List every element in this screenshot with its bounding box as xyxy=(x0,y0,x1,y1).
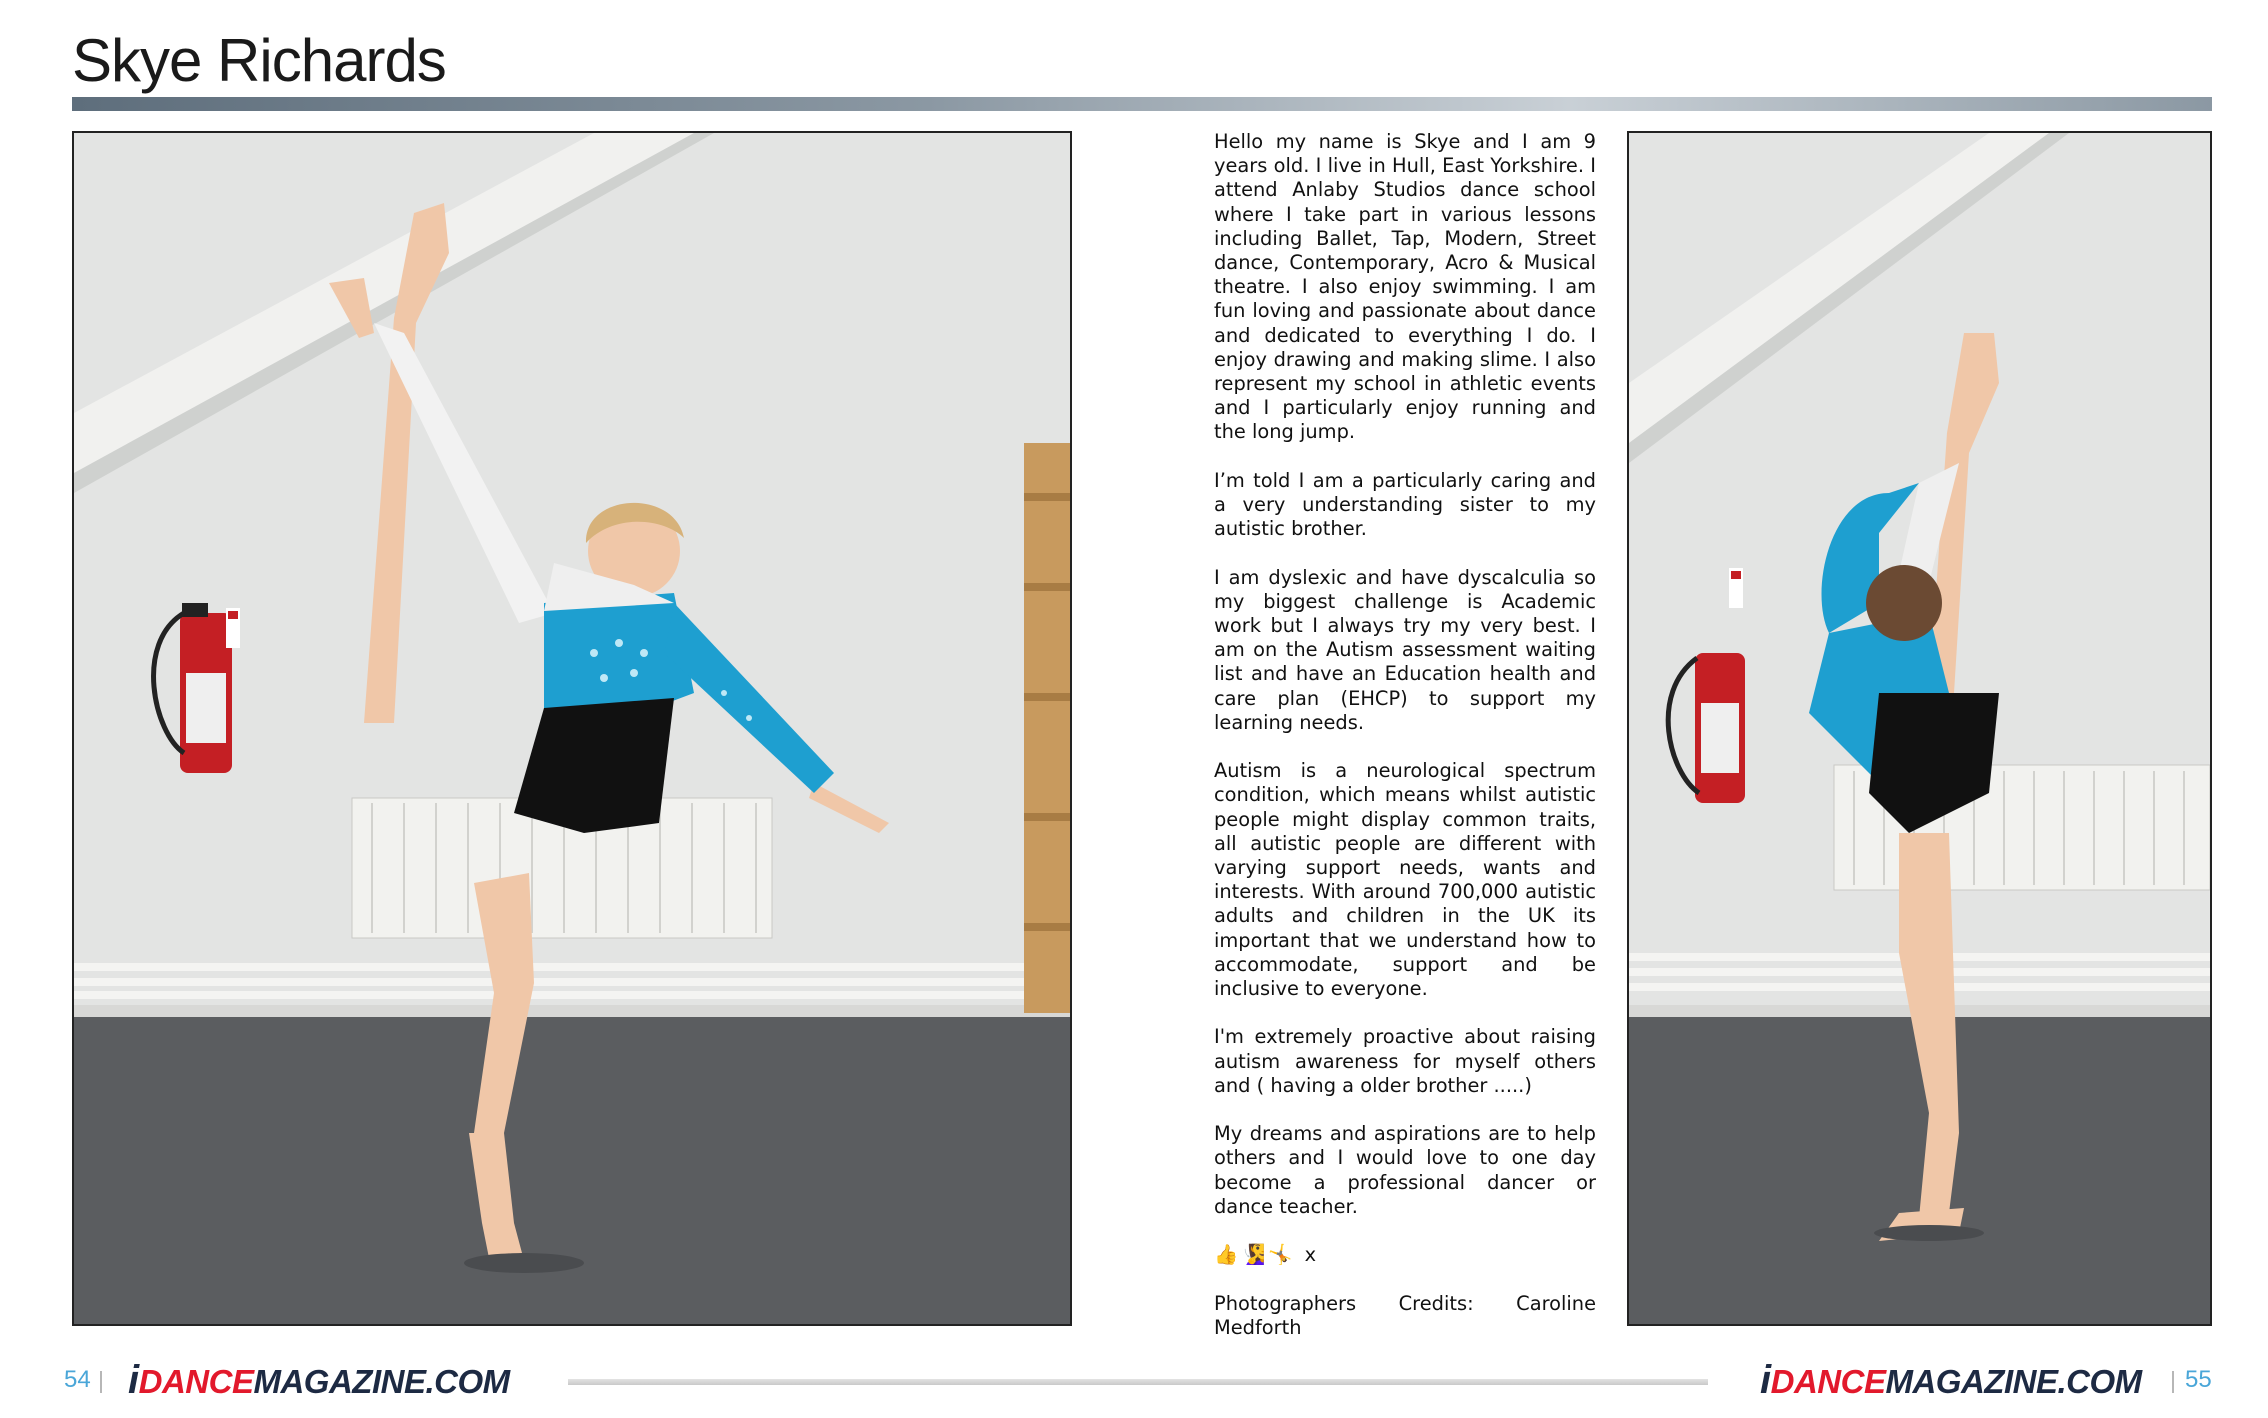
logo-rest: MAGAZINE.COM xyxy=(253,1363,510,1400)
footer-rule xyxy=(568,1379,1708,1385)
title-divider xyxy=(72,97,2212,111)
footer-separator xyxy=(2172,1371,2174,1393)
logo-dance: DANCE xyxy=(1770,1363,1886,1400)
page-number-right: 55 xyxy=(2185,1366,2212,1393)
article-paragraph: I am dyslexic and have dyscalculia so my biggest challenge is Academic work but I always try my very best. I am on the Autism assessment waiting list and have an Education health and care plan (EHCP) to support my learning needs. xyxy=(1214,565,1596,734)
page-title: Skye Richards xyxy=(72,27,446,94)
article-paragraph: I'm extremely proactive about raising autism awareness for myself others and ( having a older brother .....) xyxy=(1214,1025,1596,1097)
logo-i: i xyxy=(1760,1358,1771,1402)
photo-illustration xyxy=(74,133,1070,1324)
logo-dance: DANCE xyxy=(138,1363,254,1400)
photo-dancer-standing-split xyxy=(1627,131,2212,1326)
magazine-logo-left[interactable] xyxy=(128,1358,510,1403)
article-paragraph: Autism is a neurological spectrum condition, which means whilst autistic people might display common traits, all autistic people are different with varying support needs, wants and interests. With around 700,000 autistic adults and children in the UK its important that we understand how to accommodate, support and be inclusive to everyone. xyxy=(1214,759,1596,1001)
article-paragraph: My dreams and aspirations are to help others and I would love to one day become a professional dancer or dance teacher. xyxy=(1214,1122,1596,1218)
article-body xyxy=(1214,130,1596,1364)
article-paragraph: I’m told I am a particularly caring and a very understanding sister to my autistic brother. xyxy=(1214,468,1596,541)
logo-rest: MAGAZINE.COM xyxy=(1885,1363,2142,1400)
photo-illustration xyxy=(1629,133,2210,1324)
logo-i: i xyxy=(128,1358,139,1402)
emoji-line: 👍🧏‍♀️🤸 x xyxy=(1214,1243,1320,1267)
magazine-logo-right[interactable] xyxy=(1760,1358,2142,1403)
page-number-left: 54 xyxy=(64,1366,91,1393)
footer-separator xyxy=(100,1371,102,1393)
photo-credits: Photographers Credits: Caroline Medforth xyxy=(1214,1291,1596,1339)
article-paragraph: Hello my name is Skye and I am 9 years old. I live in Hull, East Yorkshire. I attend Anlaby Studios dance school where I take part in various lessons including Ballet, Tap, Modern, Street dance, Contemporary, Acro & Musical theatre. I also enjoy swimming. I am fun loving and passionate about dance and dedicated to everything I do. I enjoy drawing and making slime. I also represent my school in athletic events and I particularly enjoy running and the long jump. xyxy=(1214,130,1596,444)
photo-dancer-leg-extension xyxy=(72,131,1072,1326)
